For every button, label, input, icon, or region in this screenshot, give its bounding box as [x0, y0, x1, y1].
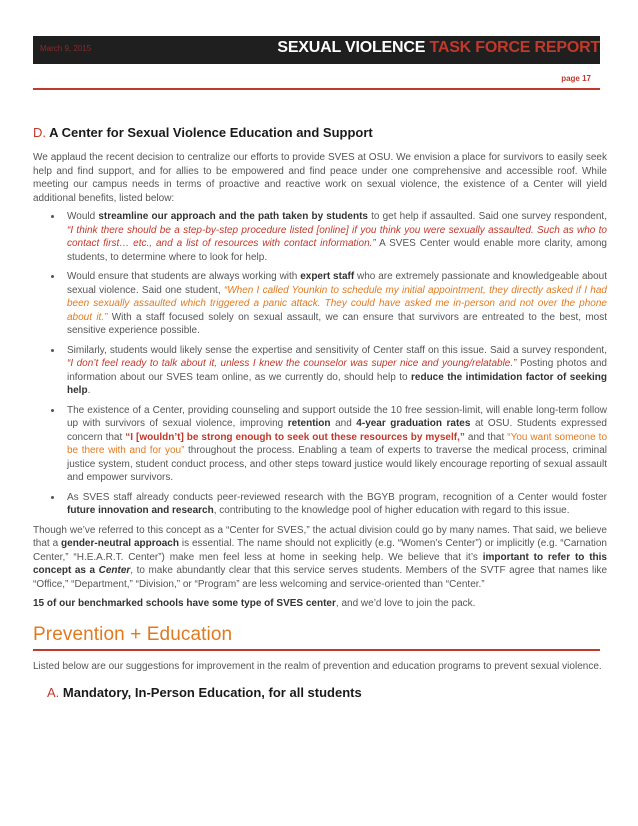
prevention-heading: Prevention + Education [33, 623, 233, 645]
report-date: March 9, 2015 [40, 44, 92, 53]
section-d-title: A Center for Sexual Violence Education and Support [49, 125, 373, 140]
benchmark-statement: 15 of our benchmarked schools have some type of SVES center, and we’d love to join the pack. [33, 598, 476, 609]
section-d-letter: D. [33, 125, 46, 140]
subsection-a-heading [47, 685, 607, 700]
prevention-rule [33, 649, 600, 651]
section-d-heading [33, 125, 607, 140]
student-quote: “I [wouldn’t] be strong enough to seek out these resources by myself,” [125, 431, 465, 443]
report-title-part1: SEXUAL VIOLENCE [277, 39, 426, 56]
subsection-a-letter: A. [47, 685, 60, 700]
list-item: • Would ensure that students are always working with expert staff who are extremely passionate and knowledgeable about sexual violence. Said one student, “When I called Younkin to schedule my initial appointment, they directly asked if I had been sexually assaulted which triggered a panic attack. They could have asked me in-person and not over the phone about it.” With a staff focused solely on sexual assault, we can ensure that survivors are entreated to the best, most sensitive experience possible. [63, 270, 607, 338]
report-title-part2: TASK FORCE REPORT [425, 39, 600, 56]
survey-quote: “I don’t feel ready to talk about it, unless I knew the counselor was super nice and young/relatable.” [67, 358, 517, 369]
section-d-intro: We applaud the recent decision to centralize our efforts to provide SVES at OSU. We envision a place for survivors to easily seek help and find support, and for allies to be empowered and find peace under one comprehensive and accessible roof. While meeting our campus needs in terms of proactive and reactive work on sexual violence, the existence of a Center will yield additional benefits, listed below: [33, 152, 607, 204]
student-quote: “When I called Younkin to schedule my initial appointment, they directly asked if I had been sexually assaulted which triggered a panic attack. They could have asked me in-person and not over the phone about it.” [67, 284, 607, 323]
naming-paragraph: Though we’ve referred to this concept as a “Center for SVES,” the actual division could go by many names. That said, we believe that a gender-neutral approach is essential. The name should not explicitly (e.g. “Women’s Center”) or implicitly (e.g. “Carnation Center,” “H.E.A.R.T. Center”) make men feel less at home in seeking help. We believe that it’s important to refer to this concept as a Center, to make abundantly clear that this service serves students. Members of the SVTF agree that names like “Office,” “Department,” “Division,” or “Program” are less welcoming and service-oriented than “Center.” [33, 524, 608, 590]
header-rule [33, 88, 600, 90]
subsection-a-title: Mandatory, In-Person Education, for all students [62, 685, 362, 700]
survey-quote: “I think there should be a step-by-step procedure listed [online] if you think you were sexually assaulted. Such as who to contact first… etc., and a list of resources with contact information.” [67, 224, 607, 249]
report-title [277, 39, 600, 57]
page-number: page 17 [561, 74, 591, 83]
prevention-intro: Listed below are our suggestions for improvement in the realm of prevention and education programs to prevent sexual violence. [33, 660, 602, 672]
list-item: • Similarly, students would likely sense the expertise and sensitivity of Center staff on this issue. Said a survey respondent, “I don’t feel ready to talk about it, unless I knew the counselor was super nice and young/relatable.” Posting photos and information about our SVES team online, as we currently do, should help to reduce the intimidation factor of seeking help. [63, 344, 607, 398]
list-item: • The existence of a Center, providing counseling and support outside the 10 free session-limit, will enable long-term follow up with survivors of sexual violence, improving retention and 4-year graduation rates at OSU. Students expressed concern that “I [wouldn’t] be strong enough to seek out these resources by myself,” and that “You want someone to be there with and for you” throughout the process. Enabling a team of experts to traverse the medical process, criminal justice system, student conduct process, and other steps toward justice would likely encourage reporting of sexual assault and empower survivors. [63, 404, 607, 485]
benefits-list [33, 210, 607, 518]
page-content [33, 125, 607, 700]
list-item: • As SVES staff already conducts peer-reviewed research with the BGYB program, recognition of a Center would foster future innovation and research, contributing to the knowledge pool of higher education with regard to this issue. [63, 491, 607, 518]
list-item: • Would streamline our approach and the path taken by students to get help if assaulted. Said one survey respondent, “I think there should be a step-by-step procedure listed [online] if you think you were sexually assaulted. Such as who to contact first… etc., and a list of resources with contact information.” A SVES Center would enable more clarity, among students, to determine where to look for help. [63, 210, 607, 264]
student-quote: “You want someone to be there with and for you” [67, 431, 608, 456]
